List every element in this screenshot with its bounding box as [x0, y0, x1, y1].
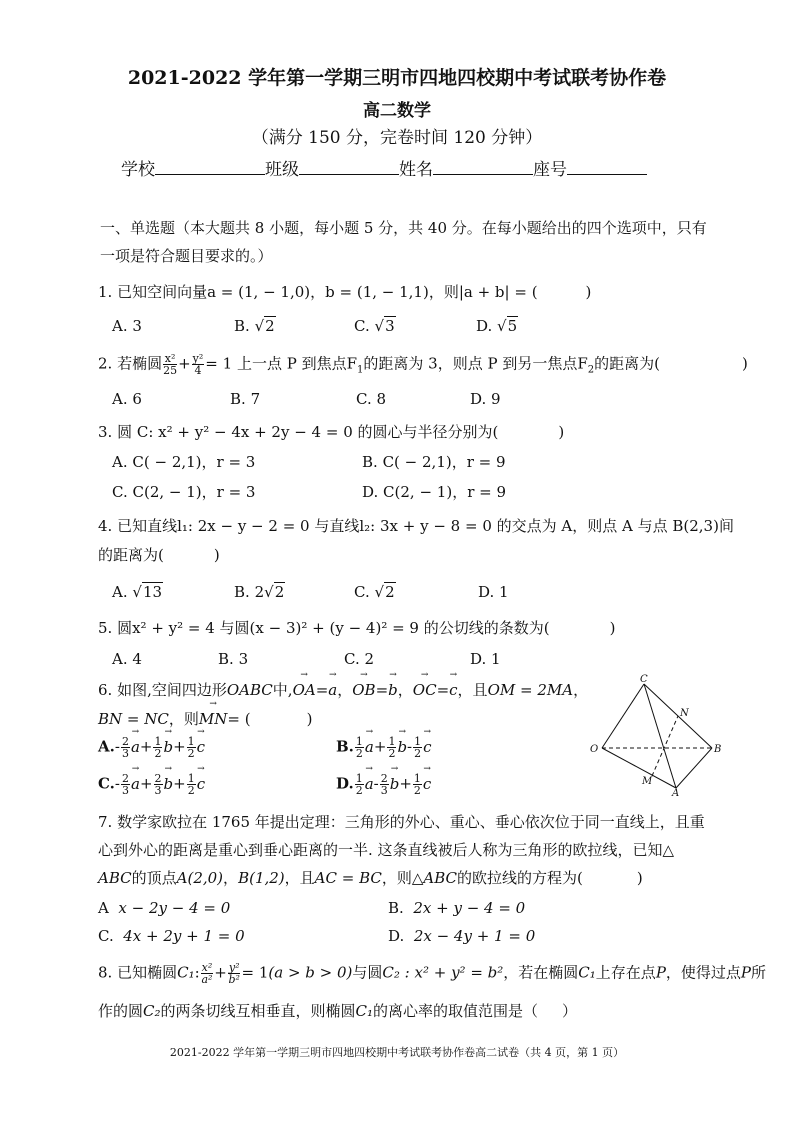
- q6-option-d[interactable]: D. $\frac{1}{2}$ → a- $\frac{2}{3}$ → b+ $\frac{1}{2}$ → c: [336, 773, 431, 796]
- student-info-row: [121, 158, 647, 181]
- q1-ask: ，则|a + b| = (: [428, 283, 538, 301]
- q1-option-b[interactable]: B. √2: [234, 317, 275, 335]
- q6-coefficient: $\frac{2}{3}$: [121, 772, 129, 797]
- q6-coefficient: $\frac{1}{2}$: [187, 772, 195, 797]
- q1-close: ): [585, 283, 592, 301]
- question-6-line2: BN = NC，则→ MN= ( ): [98, 709, 312, 729]
- q1-option-c[interactable]: C. √3: [354, 317, 395, 335]
- q1-vector-b: b = (1, − 1,1): [325, 283, 429, 301]
- q4-option-a[interactable]: A. √13: [112, 583, 163, 601]
- q6-coefficient: $\frac{1}{2}$: [187, 735, 195, 760]
- q6-coefficient: $\frac{2}{3}$: [121, 735, 129, 760]
- question-4-line2: 的距离为( ): [98, 546, 220, 564]
- exam-note: （满分 150 分，完卷时间 120 分钟）: [251, 128, 543, 148]
- question-6-line1: 6. 如图,空间四边形OABC中,→ OA=→ a，→ OB=→ b，→ OC=→ c，且OM = 2MA，: [98, 680, 588, 700]
- q6-coefficient: $\frac{1}{2}$: [355, 772, 363, 797]
- q3-option-c[interactable]: C. C(2, − 1)，r = 3: [112, 483, 256, 501]
- q6-coefficient: $\frac{1}{2}$: [388, 735, 396, 760]
- q6-option-label: A.: [98, 737, 115, 756]
- q6-coefficient: $\frac{1}{2}$: [414, 735, 422, 760]
- q6-option-label: B.: [336, 737, 354, 756]
- q2-option-b[interactable]: B. 7: [230, 390, 261, 408]
- q5-option-d[interactable]: D. 1: [470, 650, 501, 668]
- q6-option-b[interactable]: B. $\frac{1}{2}$ → a+ $\frac{1}{2}$ → b- $\frac{1}{2}$ → c: [336, 736, 432, 759]
- q2-option-d[interactable]: D. 9: [470, 390, 501, 408]
- label-a: A: [672, 788, 680, 796]
- q6-option-a[interactable]: A.- $\frac{2}{3}$ → a+ $\frac{1}{2}$ → b+ $\frac{1}{2}$ → c: [98, 736, 205, 759]
- q7-option-d[interactable]: D. 2x − 4y + 1 = 0: [388, 927, 536, 945]
- subject-title: 高二数学: [363, 101, 431, 121]
- page-footer: 2021-2022 学年第一学期三明市四地四校期中考试联考协作卷高二试卷（共 4 页，第 1 页）: [169, 1046, 625, 1059]
- q2-frac-x: $\frac{\text{x²}}{25}$: [163, 352, 178, 377]
- q3-option-a[interactable]: A. C( − 2,1)，r = 3: [112, 453, 256, 471]
- segment-mn: [652, 716, 678, 776]
- name-label: 姓名: [399, 160, 433, 180]
- q7-option-c[interactable]: C. 4x + 2y + 1 = 0: [98, 927, 245, 945]
- q1-prefix: 1. 已知空间向量: [98, 283, 208, 301]
- question-7-line1: 7. 数学家欧拉在 1765 年提出定理：三角形的外心、重心、垂心依次位于同一直线上，且重: [98, 813, 705, 831]
- q6-option-label: D.: [336, 774, 354, 793]
- seat-label: 座号: [533, 160, 567, 180]
- label-c: C: [640, 674, 648, 685]
- edge-ab: [676, 748, 712, 788]
- q4-option-c[interactable]: C. √2: [354, 583, 395, 601]
- q4-option-b[interactable]: B. 2√2: [234, 583, 285, 601]
- label-b: B: [714, 744, 722, 755]
- section-intro-line1: 一、单选题（本大题共 8 小题，每小题 5 分，共 40 分。在每小题给出的四个选项中，只有: [100, 219, 707, 237]
- q6-coefficient: $\frac{1}{2}$: [154, 735, 162, 760]
- q1-option-d[interactable]: D. √5: [476, 317, 518, 335]
- q6-coefficient: $\frac{1}{2}$: [413, 772, 421, 797]
- q2-option-c[interactable]: C. 8: [356, 390, 387, 408]
- edge-oa: [602, 748, 676, 788]
- q6-coefficient: $\frac{2}{3}$: [154, 772, 162, 797]
- q1-vector-a: a = (1, − 1,0): [207, 283, 311, 301]
- q6-option-c[interactable]: C.- $\frac{2}{3}$ → a+ $\frac{2}{3}$ → b+ $\frac{1}{2}$ → c: [98, 773, 205, 796]
- q3-option-b[interactable]: B. C( − 2,1)，r = 9: [362, 453, 506, 471]
- tetrahedron-figure: [586, 672, 736, 796]
- question-2: 2. 若椭圆 $\frac{\text{x²}}{25}$ + $\frac{\text{y²}}{4}$ = 1 上一点 P 到焦点$F_1$的距离为 3，则点 P 到另一焦点$F_2$的距离为( ): [98, 352, 748, 377]
- q7-option-b[interactable]: B. 2x + y − 4 = 0: [388, 899, 526, 917]
- q5-option-a[interactable]: A. 4: [112, 650, 142, 668]
- q4-option-d[interactable]: D. 1: [478, 583, 509, 601]
- question-5: 5. 圆x² + y² = 4 与圆(x − 3)² + (y − 4)² = 9 的公切线的条数为( ): [98, 619, 616, 637]
- question-3: 3. 圆 C: x² + y² − 4x + 2y − 4 = 0 的圆心与半径分别为( ): [98, 423, 565, 441]
- question-1: 1. 已知空间向量a = (1, − 1,0)，b = (1, − 1,1)，则|a + b| = ( ): [98, 283, 592, 301]
- q1-option-a[interactable]: A. 3: [112, 317, 142, 335]
- q6-option-label: C.: [98, 774, 115, 793]
- q2-frac-y: $\frac{\text{y²}}{4}$: [192, 352, 204, 377]
- section-intro-line2: 一项是符合题目要求的。）: [100, 247, 273, 265]
- question-7-line2: 心到外心的距离是重心到垂心距离的一半. 这条直线被后人称为三角形的欧拉线，已知△: [98, 841, 675, 859]
- school-blank[interactable]: [155, 158, 265, 175]
- question-4-line1: 4. 已知直线l₁: 2x − y − 2 = 0 与直线l₂: 3x + y − 8 = 0 的交点为 A，则点 A 与点 B(2,3)间: [98, 517, 734, 535]
- label-o: O: [590, 744, 599, 755]
- q7-option-a[interactable]: A x − 2y − 4 = 0: [98, 899, 231, 917]
- name-blank[interactable]: [433, 158, 533, 175]
- label-n: N: [680, 708, 689, 719]
- seat-blank[interactable]: [567, 158, 647, 175]
- q3-option-d[interactable]: D. C(2, − 1)，r = 9: [362, 483, 507, 501]
- q5-option-b[interactable]: B. 3: [218, 650, 249, 668]
- school-label: 学校: [121, 160, 155, 180]
- q2-option-a[interactable]: A. 6: [112, 390, 142, 408]
- question-7-line3: ABC的顶点A(2,0)，B(1,2)，且AC = BC，则△ABC的欧拉线的方程为( ): [98, 869, 643, 887]
- label-m: M: [642, 776, 653, 787]
- q5-option-c[interactable]: C. 2: [344, 650, 375, 668]
- q6-coefficient: $\frac{1}{2}$: [355, 735, 363, 760]
- question-8-line1: 8. 已知椭圆C₁: $\frac{\text{x²}}{\text{a²}}$ + $\frac{\text{y²}}{\text{b²}}$ = 1(a > b > 0)与圆C₂ : x² + y² = b²，若在椭圆C₁上存在点P，使得过点P所: [98, 961, 767, 986]
- class-label: 班级: [265, 160, 299, 180]
- q6-coefficient: $\frac{2}{3}$: [380, 772, 388, 797]
- edge-co: [602, 684, 644, 748]
- question-8-line2: 作的圆C₂的两条切线互相垂直，则椭圆C₁的离心率的取值范围是（ ）: [98, 1002, 578, 1020]
- class-blank[interactable]: [299, 158, 399, 175]
- exam-title: 2021-2022 学年第一学期三明市四地四校期中考试联考协作卷: [127, 67, 667, 89]
